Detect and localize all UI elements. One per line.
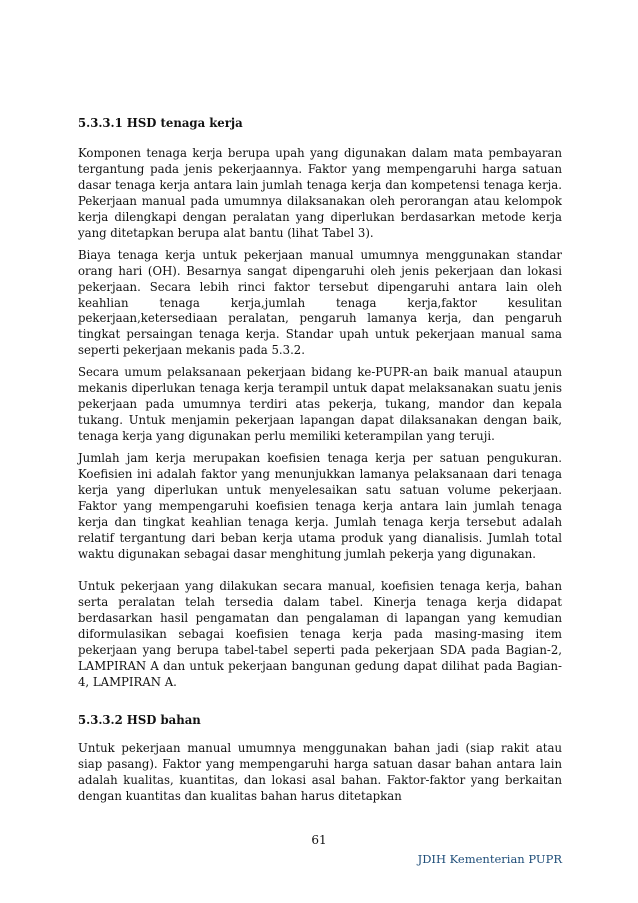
paragraph: Komponen tenaga kerja berupa upah yang digunakan dalam mata pembayaran tergantung pada jenis pekerjaannya. Faktor yang mempengaruhi harga satuan dasar tenaga kerja antara lain jumlah tenaga kerja dan kompetensi tenaga kerja. Pekerjaan manual pada umumnya dilaksanakan oleh perorangan atau kelompok kerja dilengkapi dengan peralatan yang diperlukan berdasarkan metode kerja yang ditetapkan berupa alat bantu (lihat Tabel 3).	[78, 145, 562, 240]
paragraph: Untuk pekerjaan manual umumnya menggunakan bahan jadi (siap rakit atau siap pasang). Faktor yang mempengaruhi harga satuan dasar bahan antara lain adalah kualitas, kuantitas, dan lokasi asal bahan. Faktor-faktor yang berkaitan dengan kuantitas dan kualitas bahan harus ditetapkan	[78, 741, 562, 804]
paragraph: Secara umum pelaksanaan pekerjaan bidang ke-PUPR-an baik manual ataupun mekanis diperlukan tenaga kerja terampil untuk dapat melaksanakan suatu jenis pekerjaan pada umumnya terdiri atas pekerja, tukang, mandor dan kepala tukang. Untuk menjamin pekerjaan lapangan dapat dilaksanakan dengan baik, tenaga kerja yang digunakan perlu memiliki keterampilan yang teruji.	[78, 365, 562, 444]
footer-source-label: JDIH Kementerian PUPR	[417, 852, 562, 866]
paragraph: Jumlah jam kerja merupakan koefisien tenaga kerja per satuan pengukuran. Koefisien ini adalah faktor yang menunjukkan lamanya pelaksanaan dari tenaga kerja yang diperlukan untuk menyelesaikan satu satuan volume pekerjaan. Faktor yang mempengaruhi koefisien tenaga kerja antara lain jumlah tenaga kerja dan tingkat keahlian tenaga kerja. Jumlah tenaga kerja tersebut adalah relatif tergantung dari beban kerja utama produk yang dianalisis. Jumlah total waktu digunakan sebagai dasar menghitung jumlah pekerja yang digunakan.	[78, 451, 562, 561]
page-number: 61	[311, 833, 327, 847]
document-body	[78, 116, 562, 811]
section-heading-hsd-tenaga-kerja: 5.3.3.1 HSD tenaga kerja	[78, 116, 243, 130]
paragraph: Untuk pekerjaan yang dilakukan secara manual, koefisien tenaga kerja, bahan serta peralatan telah tersedia dalam tabel. Kinerja tenaga kerja didapat berdasarkan hasil pengamatan dan pengalaman di lapangan yang kemudian diformulasikan sebagai koefisien tenaga kerja pada masing-masing item pekerjaan yang berupa tabel-tabel seperti pada pekerjaan SDA pada Bagian-2, LAMPIRAN A dan untuk pekerjaan bangunan gedung dapat dilihat pada Bagian-4, LAMPIRAN A.	[78, 578, 562, 689]
section-heading-hsd-bahan: 5.3.3.2 HSD bahan	[78, 713, 201, 728]
paragraph: Biaya tenaga kerja untuk pekerjaan manual umumnya menggunakan standar orang hari (OH). Besarnya sangat dipengaruhi oleh jenis pekerjaan dan lokasi pekerjaan. Secara lebih rinci faktor tersebut dipengaruhi antara lain oleh keahlian tenaga kerja,jumlah tenaga kerja,faktor kesulitan pekerjaan,ketersediaan peralatan, pengaruh lamanya kerja, dan pengaruh tingkat persaingan tenaga kerja. Standar upah untuk pekerjaan manual sama seperti pekerjaan mekanis pada 5.3.2.	[78, 247, 562, 358]
